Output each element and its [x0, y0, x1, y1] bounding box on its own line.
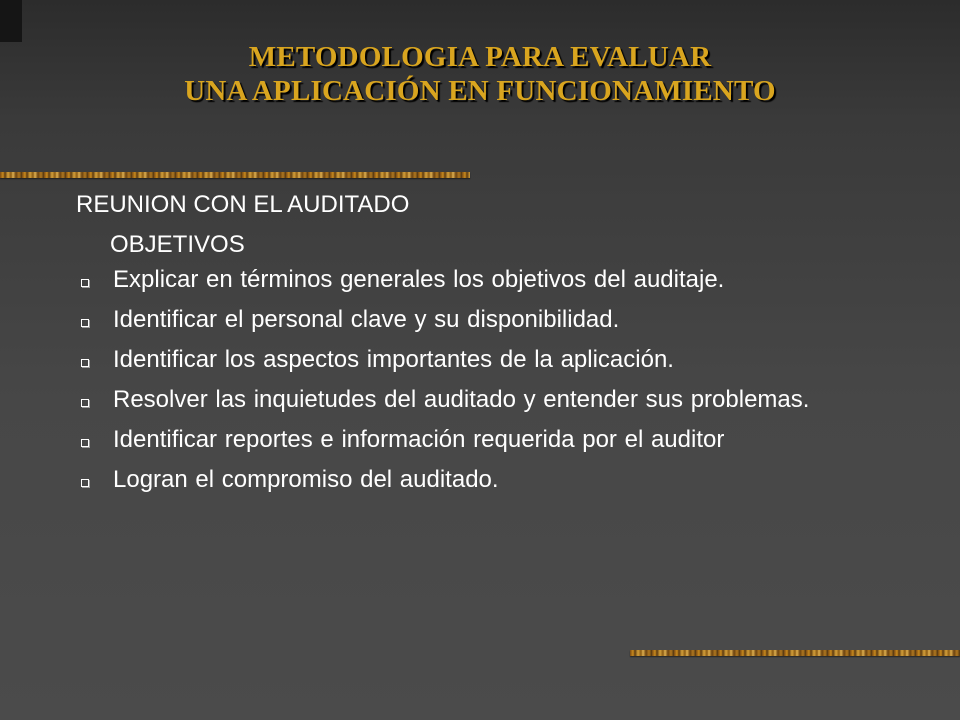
list-item-text: Identificar el personal clave y su disponibilidad.: [113, 306, 620, 333]
corner-decoration: [0, 0, 22, 42]
list-item: [76, 346, 916, 374]
slide-title-line-2: UNA APLICACIÓN EN FUNCIONAMIENTO: [184, 75, 776, 107]
list-item: [76, 426, 916, 454]
objectives-list: [76, 266, 916, 494]
section-heading: REUNION CON EL AUDITADO: [76, 191, 410, 218]
square-bullet-icon: [81, 279, 89, 287]
square-bullet-icon: [81, 359, 89, 367]
list-item-text: Resolver las inquietudes del auditado y entender sus problemas.: [113, 386, 810, 413]
slide-title-line-1: METODOLOGIA PARA EVALUAR: [248, 41, 712, 73]
slide-title: [0, 40, 960, 108]
decorative-rule-top: [0, 172, 470, 178]
square-bullet-icon: [81, 399, 89, 407]
list-item-text: Logran el compromiso del auditado.: [113, 466, 499, 493]
square-bullet-icon: [81, 479, 89, 487]
decorative-rule-bottom: [630, 650, 960, 656]
list-item-text: Explicar en términos generales los objetivos del auditaje.: [113, 266, 725, 293]
list-item-text: Identificar los aspectos importantes de la aplicación.: [113, 346, 674, 373]
list-item-text: Identificar reportes e información requerida por el auditor: [113, 426, 725, 453]
section-subheading: OBJETIVOS: [110, 231, 245, 258]
square-bullet-icon: [81, 439, 89, 447]
list-item: [76, 266, 916, 294]
slide-body: [76, 186, 916, 506]
square-bullet-icon: [81, 319, 89, 327]
list-item: [76, 466, 916, 494]
list-item: [76, 386, 916, 414]
list-item: [76, 306, 916, 334]
